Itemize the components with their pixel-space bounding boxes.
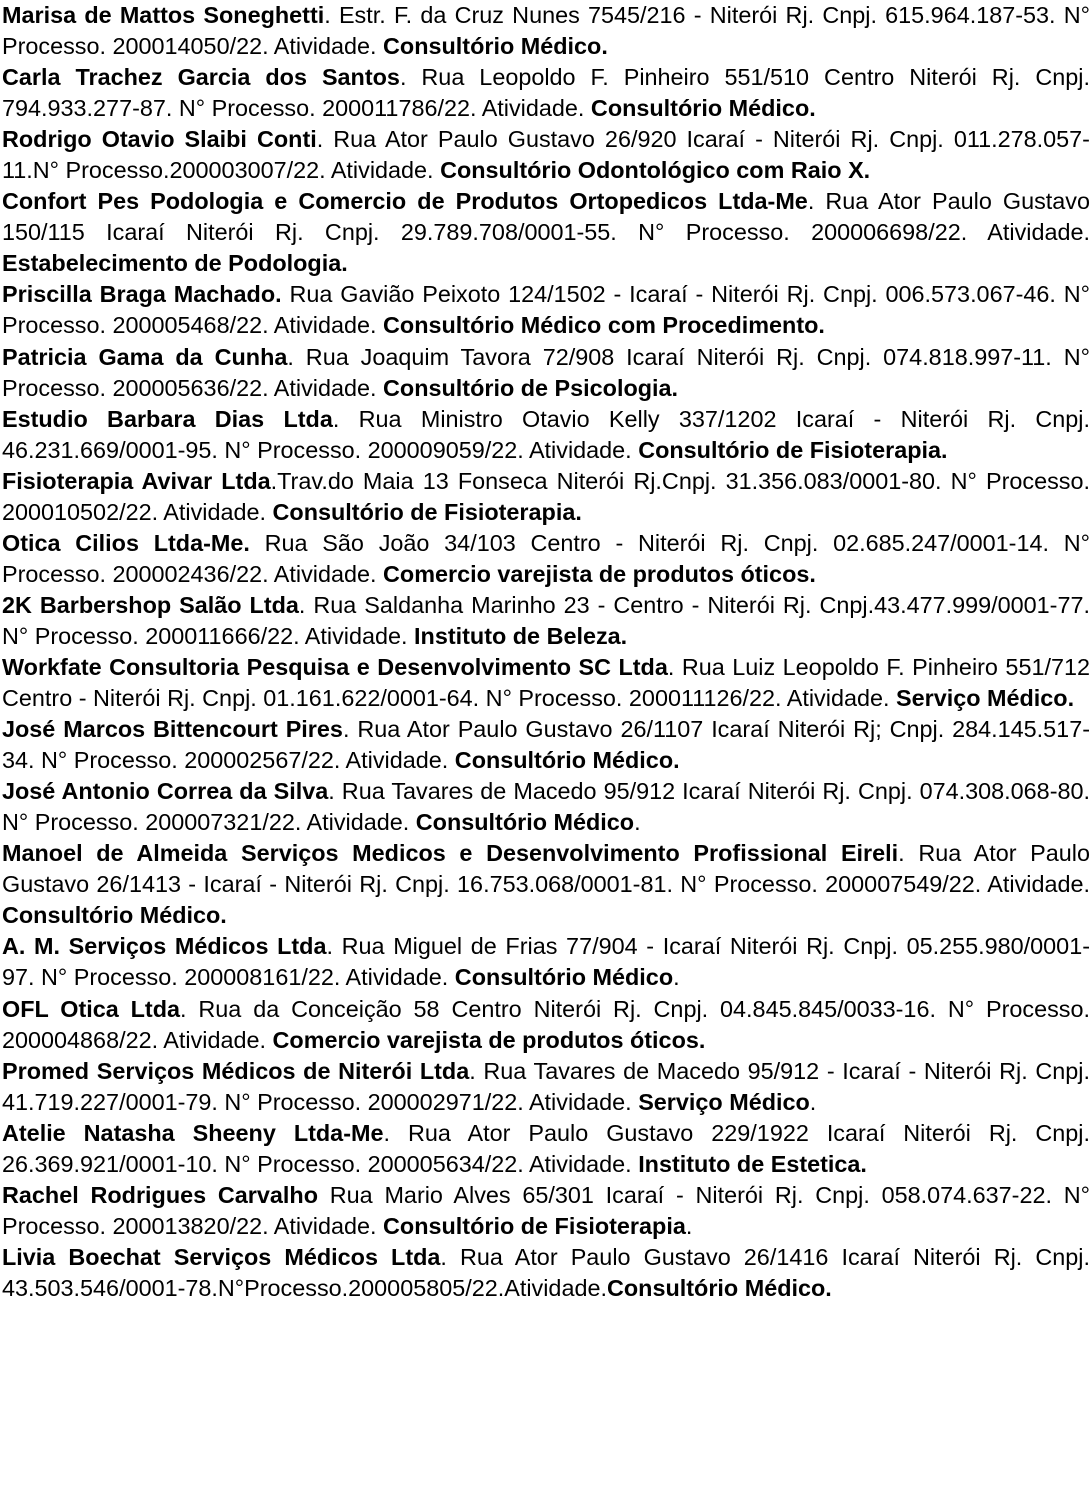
entry-activity: Serviço Médico	[638, 1088, 810, 1115]
entry-details: Rua Gavião Peixoto 124/1502 - Icaraí - Niterói Rj. Cnpj. 006.573.067-46. N° Processo. 200005468/22. Atividade.	[2, 281, 1090, 339]
entry-details: . Estr. F. da Cruz Nunes 7545/216 - Niterói Rj. Cnpj. 615.964.187-53. N° Processo. 200014050/22. Atividade.	[2, 2, 1090, 60]
entry-activity: Comercio varejista de produtos óticos.	[272, 1026, 706, 1053]
entry-name: Patricia Gama da Cunha	[2, 343, 288, 370]
entry-name: Manoel de Almeida Serviços Medicos e Desenvolvimento Profissional Eireli	[2, 840, 899, 867]
list-item	[2, 0, 1090, 62]
entry-details: . Rua Joaquim Tavora 72/908 Icaraí Niterói Rj. Cnpj. 074.818.997-11. N° Processo. 200005636/22. Atividade.	[2, 343, 1090, 401]
entry-activity: Comercio varejista de produtos óticos.	[383, 560, 816, 587]
entry-details: . Rua Ministro Otavio Kelly 337/1202 Icaraí - Niterói Rj. Cnpj. 46.231.669/0001-95. N° Processo. 200009059/22. Atividade.	[2, 405, 1090, 463]
entry-name: OFL Otica Ltda	[2, 995, 181, 1022]
entry-details: . Rua Ator Paulo Gustavo 26/1107 Icaraí Niterói Rj; Cnpj. 284.145.517-34. N° Processo. 200002567/22. Atividade.	[2, 716, 1090, 774]
list-item	[2, 1118, 1090, 1180]
entry-name: Livia Boechat Serviços Médicos Ltda	[2, 1243, 441, 1270]
entry-name: A. M. Serviços Médicos Ltda	[2, 933, 327, 960]
list-item	[2, 466, 1090, 528]
entry-name: Priscilla Braga Machado.	[2, 281, 282, 308]
entry-name: Rodrigo Otavio Slaibi Conti	[2, 126, 317, 153]
entry-activity: Consultório Médico.	[2, 902, 227, 929]
entry-name: Atelie Natasha Sheeny Ltda-Me	[2, 1119, 384, 1146]
entry-activity: Consultório Odontológico com Raio X.	[440, 157, 871, 184]
entry-name: Otica Cilios Ltda-Me.	[2, 529, 250, 556]
entry-details: . Rua Luiz Leopoldo F. Pinheiro 551/712 Centro - Niterói Rj. Cnpj. 01.161.622/0001-64. N° Processo. 200011126/22. Atividade.	[2, 653, 1090, 712]
entry-activity: Instituto de Estetica.	[638, 1150, 867, 1177]
entry-name: José Marcos Bittencourt Pires	[2, 716, 343, 743]
list-item	[2, 590, 1090, 652]
entry-activity: Consultório de Psicologia.	[383, 374, 679, 401]
entry-details: . Rua Tavares de Macedo 95/912 Icaraí Niterói Rj. Cnpj. 074.308.068-80. N° Processo. 200007321/22. Atividade.	[2, 778, 1091, 836]
entry-details: . Rua Saldanha Marinho 23 - Centro - Niterói Rj. Cnpj.43.477.999/0001-77. N° Processo. 200011666/22. Atividade.	[2, 591, 1090, 649]
entry-name: Fisioterapia Avivar Ltda	[2, 467, 271, 494]
entry-activity: Estabelecimento de Podologia.	[2, 250, 348, 277]
entry-details: Rua São João 34/103 Centro - Niterói Rj. Cnpj. 02.685.247/0001-14. N° Processo. 200002436/22. Atividade.	[2, 529, 1090, 587]
entry-name: Rachel Rodrigues Carvalho	[2, 1181, 318, 1208]
list-item	[2, 404, 1090, 466]
entry-tail: .	[809, 1088, 817, 1115]
list-item	[2, 528, 1090, 590]
entry-details: . Rua Ator Paulo Gustavo 26/920 Icaraí - Niterói Rj. Cnpj. 011.278.057-11.N° Processo.200003007/22. Atividade.	[2, 126, 1090, 184]
entry-tail: .	[673, 964, 680, 991]
list-item	[2, 1056, 1090, 1118]
entry-activity: Consultório Médico com Procedimento.	[383, 312, 825, 339]
entry-activity: Consultório Médico.	[590, 95, 816, 122]
list-item	[2, 776, 1090, 838]
list-item	[2, 1180, 1090, 1242]
list-item	[2, 994, 1090, 1056]
entry-name: Workfate Consultoria Pesquisa e Desenvolvimento SC Ltda	[2, 653, 668, 680]
entry-activity: Consultório Médico.	[454, 747, 680, 774]
entry-activity: Consultório Médico.	[383, 33, 608, 60]
entry-details: . Rua Ator Paulo Gustavo 26/1413 - Icaraí - Niterói Rj. Cnpj. 16.753.068/0001-81. N° Processo. 200007549/22. Atividade.	[2, 840, 1090, 898]
entry-activity: Consultório de Fisioterapia.	[638, 436, 948, 463]
entry-details: .Trav.do Maia 13 Fonseca Niterói Rj.Cnpj. 31.356.083/0001-80. N° Processo. 200010502/22. Atividade.	[2, 467, 1090, 525]
entry-details: . Rua da Conceição 58 Centro Niterói Rj. Cnpj. 04.845.845/0033-16. N° Processo. 200004868/22. Atividade.	[2, 995, 1090, 1053]
list-item	[2, 62, 1090, 124]
list-item	[2, 931, 1090, 993]
entry-details: . Rua Leopoldo F. Pinheiro 551/510 Centro Niterói Rj. Cnpj. 794.933.277-87. N° Processo. 200011786/22. Atividade.	[2, 64, 1090, 122]
entry-name: Marisa de Mattos Soneghetti	[2, 2, 325, 28]
entry-details: . Rua Tavares de Macedo 95/912 - Icaraí - Niterói Rj. Cnpj. 41.719.227/0001-79. N° Processo. 200002971/22. Atividade.	[2, 1057, 1090, 1115]
list-item	[2, 714, 1090, 776]
list-item	[2, 186, 1090, 279]
entry-name: Confort Pes Podologia e Comercio de Produtos Ortopedicos Ltda-Me	[2, 188, 808, 215]
entry-name: Promed Serviços Médicos de Niterói Ltda	[2, 1057, 470, 1084]
entry-activity: Consultório Médico	[415, 809, 635, 836]
list-item	[2, 838, 1090, 931]
entry-details: . Rua Ator Paulo Gustavo 26/1416 Icaraí Niterói Rj. Cnpj. 43.503.546/0001-78.N°Processo.200005805/22.Atividade.	[2, 1243, 1090, 1301]
entry-tail: .	[685, 1212, 693, 1239]
entry-name: Carla Trachez Garcia dos Santos	[2, 64, 400, 91]
entry-details: . Rua Ator Paulo Gustavo 229/1922 Icaraí Niterói Rj. Cnpj. 26.369.921/0001-10. N° Processo. 200005634/22. Atividade.	[2, 1119, 1091, 1177]
list-item	[2, 279, 1090, 341]
entry-activity: Consultório de Fisioterapia	[383, 1212, 686, 1239]
entry-details: Rua Mario Alves 65/301 Icaraí - Niterói Rj. Cnpj. 058.074.637-22. N° Processo. 200013820/22. Atividade.	[2, 1181, 1090, 1239]
entry-name: Estudio Barbara Dias Ltda	[2, 405, 333, 432]
entry-details: . Rua Miguel de Frias 77/904 - Icaraí Niterói Rj. Cnpj. 05.255.980/0001-97. N° Processo. 200008161/22. Atividade.	[2, 933, 1090, 991]
entry-activity: Consultório Médico	[454, 964, 674, 991]
entry-name: 2K Barbershop Salão Ltda	[2, 591, 299, 618]
list-item	[2, 1242, 1090, 1304]
entry-tail: .	[634, 809, 641, 836]
entry-activity: Consultório Médico.	[606, 1274, 832, 1301]
entry-activity: Instituto de Beleza.	[414, 622, 628, 649]
list-item	[2, 124, 1090, 186]
entry-activity: Consultório de Fisioterapia.	[272, 498, 582, 525]
entry-activity: Serviço Médico.	[895, 685, 1075, 712]
entry-details: . Rua Ator Paulo Gustavo 150/115 Icaraí Niterói Rj. Cnpj. 29.789.708/0001-55. N° Processo. 200006698/22. Atividade.	[2, 188, 1091, 246]
entry-name: José Antonio Correa da Silva	[2, 778, 329, 805]
list-item	[2, 342, 1090, 404]
list-item	[2, 652, 1090, 714]
